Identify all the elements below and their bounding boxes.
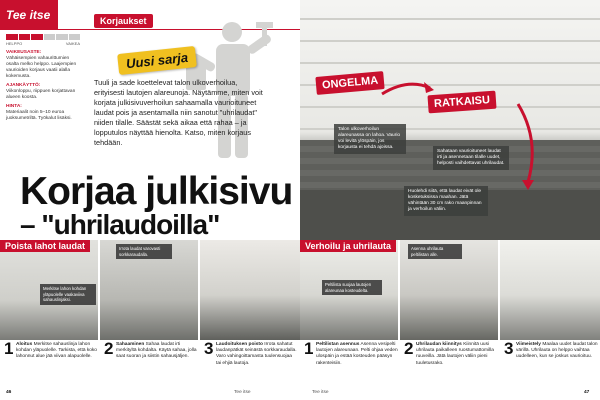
step-6-caption <box>504 339 598 388</box>
difficulty-hard-label: VAIKEA <box>65 41 80 46</box>
step-3-caption <box>204 339 298 388</box>
time-text: Viikonloppu, riippuen korjattavan alueen koosta. <box>6 89 76 100</box>
new-series-badge: Uusi sarja <box>117 46 197 75</box>
solution-note: Sahataan vaurioituneet laudat irti ja asennetaan tilalle uudet, helposti vaihdettavat uhrilaudat. <box>433 146 509 170</box>
step-1-number: 1 <box>4 339 14 358</box>
right-page-number: 47 <box>584 390 590 395</box>
headline-line-1: Korjaa julkisivu <box>20 170 293 213</box>
step-1-title: Aloitus <box>16 342 33 347</box>
step-3-text: Irrota sahatut laudanpätkät seinästä sorkkaraudalla. Varo vahingoittamasta tuulensuojaa tai ehjiä lautoja. <box>216 342 297 366</box>
step-2-overlay: Irrota laudat varovasti sorkkaraudalla. <box>116 244 172 259</box>
difficulty-easy-label: HELPPO <box>6 41 23 46</box>
time-heading: AJANKÄYTTÖ: <box>6 83 41 88</box>
soil-clearance-note: Huolehdi siitä, että laudat eivät ole kosketuksissa maahan. Jätä vähintään 30 cm rako maanpinnan ja verhoilun väliin. <box>404 186 488 216</box>
step-2-text: Sahaa laudat irti merkityltä kohdalta. Käytä sahaa, jolla saat suoran ja siistin sahausjäljen. <box>116 342 197 360</box>
step-5-title: Uhrilaudan kiinnitys <box>416 342 462 347</box>
step-4-text: Asenna vesipelti lautojen alareunaan. Pelti ohjaa veden ulospäin ja estää kosteuden pääsyn rakenteisiin. <box>316 342 398 366</box>
intro-paragraph: Tuuli ja sade koettelevat talon ulkoverhoilua, erityisesti lautojen alareunoja. Näytämme, miten voit korjata julkisivuverhoilun sahaamalla vaurioituneet laudat pois ja asentamalla niin sanotut "uhrilaudat" niiden tilalle. Säästät sekä aikaa että rahaa – ja lopputulos näyttää hienolta. Katso, miten korjaus tehdään. <box>94 78 263 147</box>
difficulty-meter <box>6 34 80 40</box>
step-4-photo <box>300 240 400 340</box>
step-4-overlay: Peltilista suojaa lautojen alareunaa kosteudelta. <box>322 280 382 295</box>
left-step-strip <box>0 240 300 340</box>
left-page-magazine: Tee itse <box>234 390 251 395</box>
step-6-title: Viimeistely <box>516 342 541 347</box>
step-2-number: 2 <box>104 339 114 358</box>
right-page-footer <box>584 390 589 395</box>
step-5-overlay: Asenna uhrilauta peltilistan alle. <box>408 244 462 259</box>
solution-label: RATKAISU <box>427 91 496 114</box>
problem-note: Talon ulkoverhoilun alareunassa on lahoa. Vaurio voi levitä ylöspäin, jos korjausta ei tehdä ajoissa. <box>334 124 406 154</box>
info-sidebar <box>0 30 84 170</box>
step-3-title: Laudoituksen poisto <box>216 342 263 347</box>
step-4-number: 1 <box>304 339 314 358</box>
left-page-footer <box>6 390 11 395</box>
right-step-strip <box>300 240 600 340</box>
step-1-photo <box>0 240 100 340</box>
step-4-caption <box>304 339 398 388</box>
step-5-caption <box>404 339 498 388</box>
solution-arrow-icon <box>514 100 544 190</box>
right-page-magazine: Tee itse <box>312 390 329 395</box>
brand-tag: Tee itse <box>0 0 58 30</box>
step-1-text: Merkitse sahauslinja lahon kohdan yläpuolelle. Tarkista, että koko lahonnut alue jää viivan alapuolelle. <box>16 342 97 360</box>
price-text: Materiaalit noin 5–10 euroa juoksumetriltä. Työkalut lisäksi. <box>6 110 72 121</box>
left-page-number: 46 <box>6 390 12 395</box>
difficulty-scale <box>6 41 80 47</box>
left-strip-title: Poista lahot laudat <box>0 240 90 252</box>
section-tag: Korjaukset <box>94 14 153 28</box>
step-1-caption <box>4 339 98 388</box>
step-3-photo <box>200 240 300 340</box>
step-6-text: Maalaa uudet laudat talon värillä. Uhrilauta on helppo vaihtaa uudelleen, kun se joskus vaurioituu. <box>516 342 598 360</box>
problem-label: ONGELMA <box>315 71 385 95</box>
step-6-number: 3 <box>504 339 514 358</box>
headline-line-2: – "uhrilaudoilla" <box>20 209 220 240</box>
step-5-text: Kiinnitä uusi uhrilauta paikalleen ruostumattomilla ruuveilla. Jätä lautojen väliin pieni tuuletusrako. <box>416 342 494 366</box>
step-2-caption <box>104 339 198 388</box>
difficulty-text: Vähäisempien vahaurittumien osalta melko helppo. Laajempien vaurioiden korjaus vaatii alalla kokemusta. <box>6 56 77 79</box>
step-2-title: Sahaaminen <box>116 342 145 347</box>
step-6-photo <box>500 240 600 340</box>
step-3-number: 3 <box>204 339 214 358</box>
step-5-number: 2 <box>404 339 414 358</box>
step-5-photo <box>400 240 500 340</box>
difficulty-heading: VAIKEUSASTE: <box>6 50 42 55</box>
step-4-title: Peltilistan asennus <box>316 342 360 347</box>
step-2-photo <box>100 240 200 340</box>
price-heading: HINTA: <box>6 104 22 109</box>
step-1-overlay: Merkitse lahon kohdan yläpuolelle vaakaviiva sahauslinjaksi. <box>40 284 96 305</box>
right-strip-title: Verhoilu ja uhrilauta <box>300 240 396 252</box>
